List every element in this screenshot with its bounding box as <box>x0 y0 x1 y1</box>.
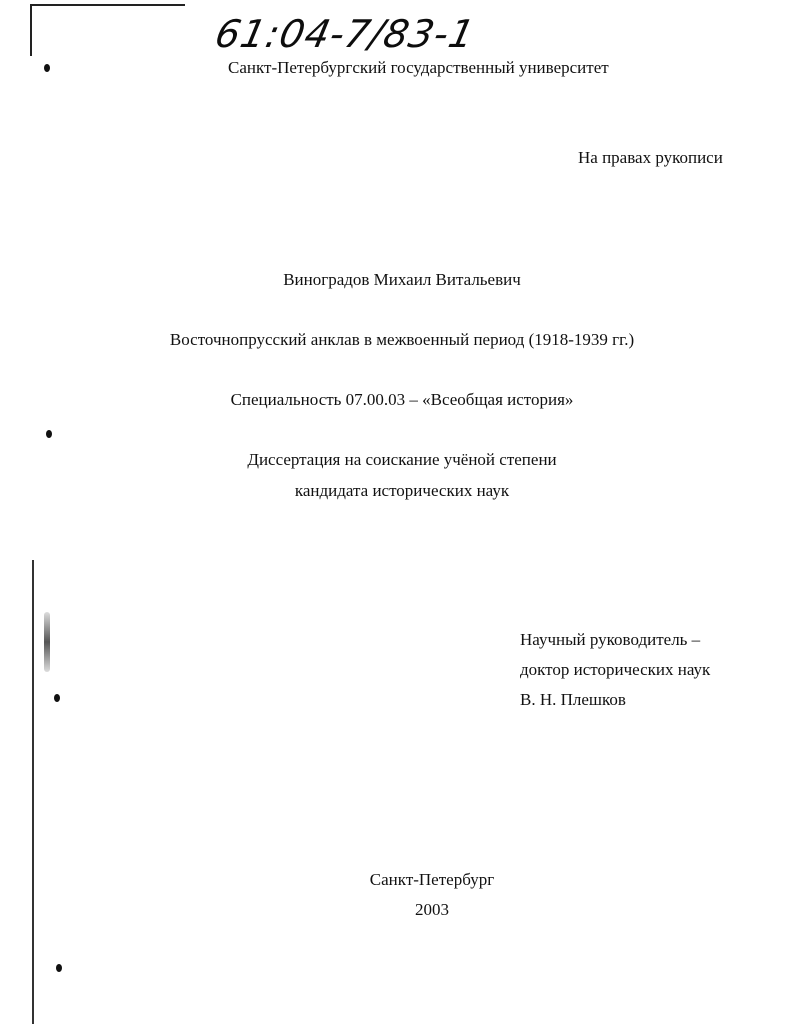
dissertation-title: Восточнопрусский анклав в межвоенный период (1918-1939 гг.) <box>169 330 635 349</box>
supervisor-name: В. Н. Плешков <box>520 690 626 709</box>
degree-line-2: кандидата исторических наук <box>294 481 510 500</box>
scan-smudge <box>44 612 50 672</box>
university-name: Санкт-Петербургский государственный университет <box>228 58 609 77</box>
punch-hole-dot <box>44 64 50 72</box>
city: Санкт-Петербург <box>369 870 495 889</box>
punch-hole-dot <box>46 430 52 438</box>
year: 2003 <box>415 900 449 919</box>
author-name: Виноградов Михаил Витальевич <box>283 270 521 289</box>
specialty-line: Специальность 07.00.03 – «Всеобщая история» <box>230 390 574 409</box>
supervisor-degree: доктор исторических наук <box>520 660 711 679</box>
supervisor-role: Научный руководитель – <box>520 630 701 649</box>
handwritten-archive-code: 61:04-7/83-1 <box>211 12 480 56</box>
degree-line-1: Диссертация на соискание учёной степени <box>247 450 557 469</box>
punch-hole-dot <box>56 964 62 972</box>
manuscript-rights-note: На правах рукописи <box>578 148 723 167</box>
scan-border-left <box>30 4 32 56</box>
punch-hole-dot <box>54 694 60 702</box>
scan-margin-line <box>32 560 34 1024</box>
scan-border-top <box>30 4 185 6</box>
